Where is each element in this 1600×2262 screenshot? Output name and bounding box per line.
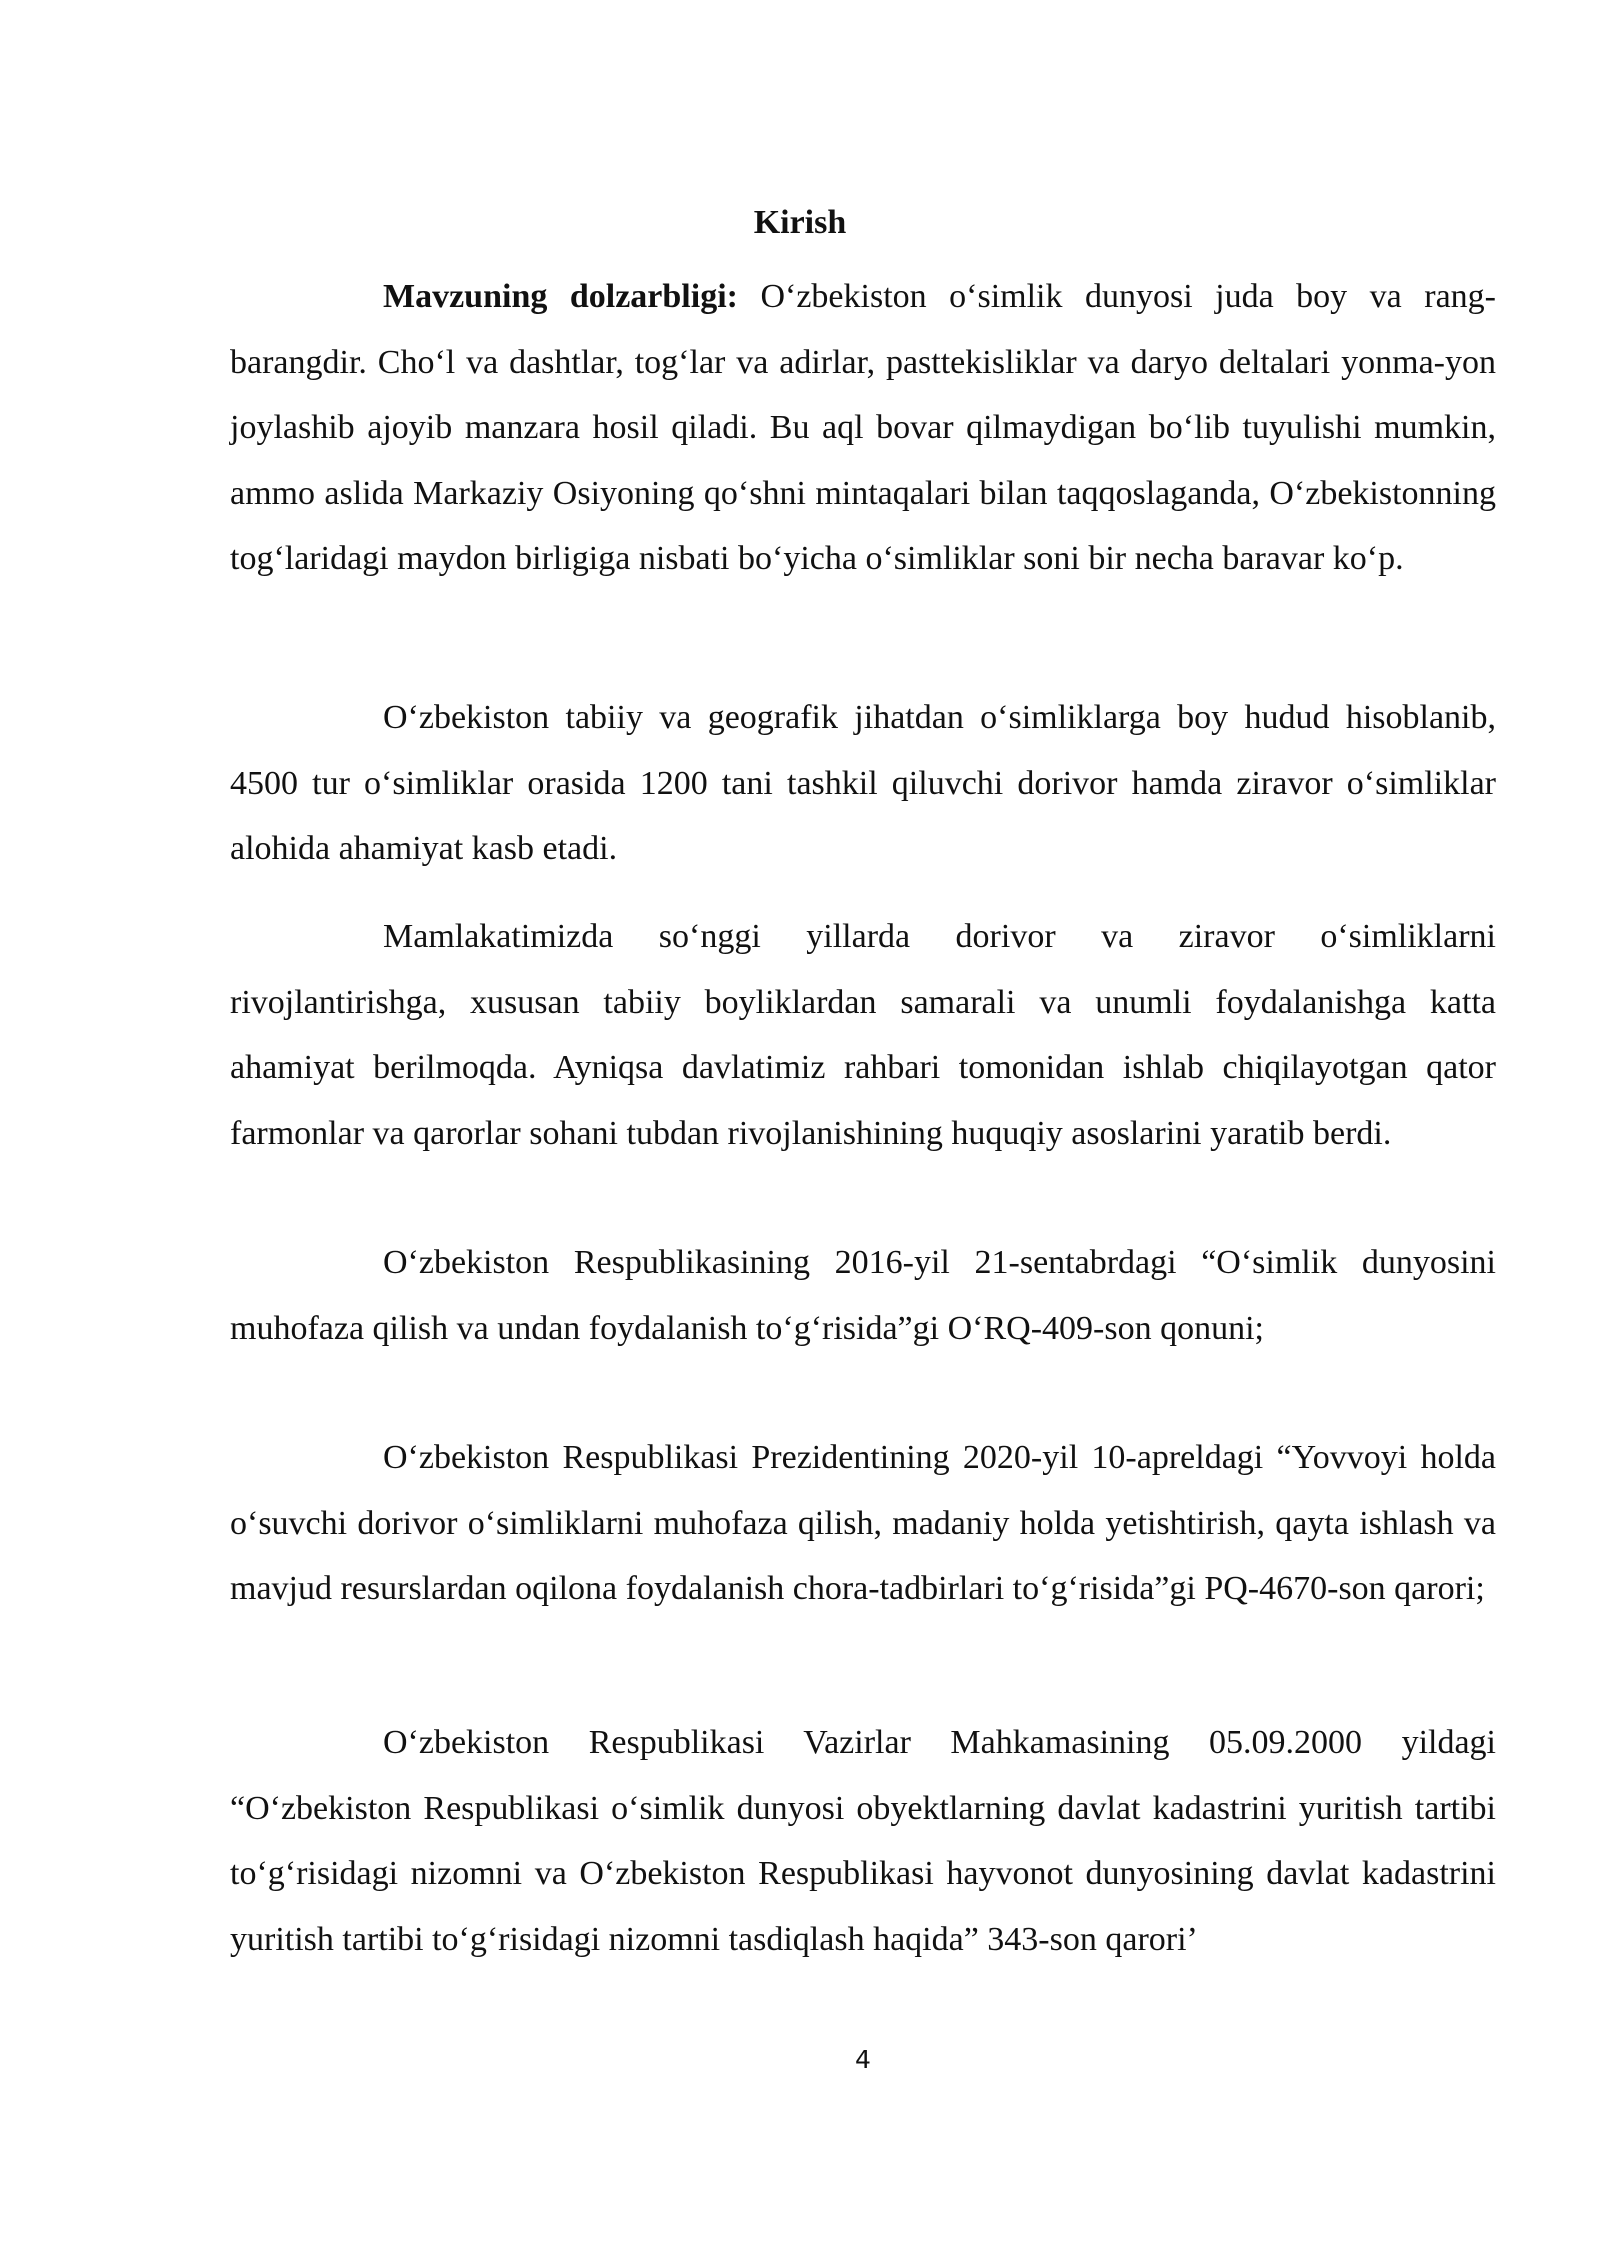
- paragraph-text: O‘zbekiston o‘simlik dunyosi juda boy va rang-barangdir. Cho‘l va dashtlar, tog‘lar va adirlar, pasttekisliklar va daryo deltalari yonma-yon joylashib ajoyib manzara hosil qiladi. Bu aql bovar qilmaydigan bo‘lib tuyulishi mumkin, ammo aslida Markaziy Osiyoning qo‘shni mintaqalari bilan taqqoslaganda, O‘zbekistonning tog‘laridagi maydon birligiga nisbati bo‘yicha o‘simliklar soni bir necha baravar ko‘p.: [230, 278, 1497, 577]
- paragraph-presidential-decree: [230, 1425, 1496, 1622]
- paragraph-text: O‘zbekiston Respublikasi Vazirlar Mahkamasining 05.09.2000 yildagi “O‘zbekiston Respublikasi o‘simlik dunyosi obyektlarning davlat kadastrini yuritish tartibi to‘g‘risidagi nizomni va O‘zbekiston Respublikasi hayvonot dunyosining davlat kadastrini yuritish tartibi to‘g‘risidagi nizomni tasdiqlash haqida” 343-son qarori’: [230, 1724, 1496, 1958]
- paragraph-law-reference: [230, 1230, 1496, 1361]
- paragraph-text: O‘zbekiston Respublikasining 2016-yil 21-sentabrdagi “O‘simlik dunyosini muhofaza qilish va undan foydalanish to‘g‘risida”gi O‘RQ-409-son qonuni;: [230, 1244, 1496, 1347]
- paragraph-cabinet-resolution: [230, 1710, 1496, 1972]
- page-title: Kirish: [753, 204, 847, 241]
- paragraph-geography: [230, 685, 1496, 882]
- paragraph-text: O‘zbekiston Respublikasi Prezidentining 2020-yil 10-apreldagi “Yovvoyi holda o‘suvchi dorivor o‘simliklarni muhofaza qilish, madaniy holda yetishtirish, qayta ishlash va mavjud resurslardan oqilona foydalanish chora-tadbirlari to‘g‘risida”gi PQ-4670-son qarori;: [230, 1439, 1496, 1607]
- paragraph-lead: Mavzuning dolzarbligi:: [383, 278, 738, 315]
- paragraph-development: [230, 904, 1496, 1166]
- paragraph-relevance: [230, 264, 1496, 592]
- paragraph-text: Mamlakatimizda so‘nggi yillarda dorivor va ziravor o‘simliklarni rivojlantirishga, xususan tabiiy boyliklardan samarali va unumli foydalanishga katta ahamiyat berilmoqda. Ayniqsa davlatimiz rahbari tomonidan ishlab chiqilayotgan qator farmonlar va qarorlar sohani tubdan rivojlanishining huquqiy asoslarini yaratib berdi.: [230, 918, 1496, 1152]
- page-number: 4: [855, 2045, 871, 2074]
- paragraph-text: O‘zbekiston tabiiy va geografik jihatdan o‘simliklarga boy hudud hisoblanib, 4500 tur o‘simliklar orasida 1200 tani tashkil qiluvchi dorivor hamda ziravor o‘simliklar alohida ahamiyat kasb etadi.: [230, 699, 1496, 867]
